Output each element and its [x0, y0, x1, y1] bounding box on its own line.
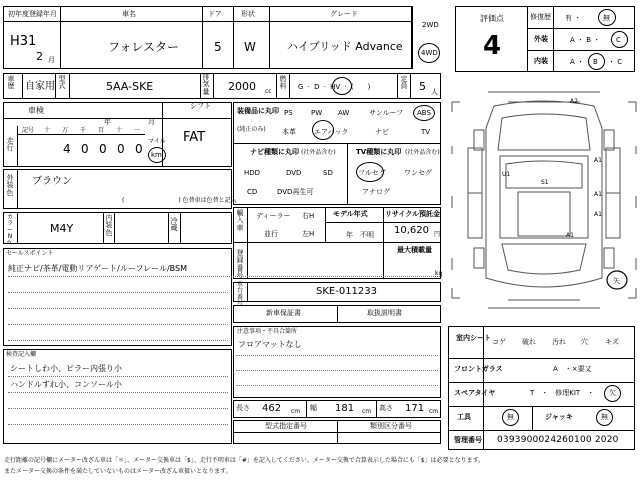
mileage-digit: 0: [99, 142, 107, 156]
interior-item-scratch: キズ: [605, 338, 619, 346]
interior-item-stain: 汚れ: [552, 338, 566, 346]
nav-dvd-play: DVD再生可: [277, 188, 314, 196]
equip-leather: 本革: [282, 128, 296, 136]
exterior-grade-label: 外装: [534, 35, 548, 43]
tv-analog: アナログ: [362, 188, 390, 196]
mileage-digit-header: 一: [134, 127, 141, 134]
height-value: 171: [405, 403, 425, 414]
mileage-digit: 0: [117, 142, 125, 156]
inspector-line-2: ハンドルすれ小、コンソール小: [10, 380, 122, 389]
new-car-warranty: 新車保証書: [266, 309, 301, 317]
import-right: 右H: [302, 212, 315, 220]
recycle-value: 10,620: [394, 225, 429, 236]
model-year-label: モデル年式: [333, 210, 368, 218]
tools-label: 工具: [457, 413, 471, 421]
interior-grade-options: A ・: [570, 58, 585, 66]
interior-item-hole: 穴: [581, 338, 588, 346]
equipment-label: 装備品に丸印: [237, 107, 279, 115]
notes-line-1: フロアマットなし: [238, 340, 302, 349]
damage-mark-s1: S1: [541, 179, 549, 186]
usage-label: 車歴: [7, 75, 15, 91]
model-designation-label: 型式指定番号: [265, 422, 307, 430]
grade-value: ハイブリッド Advance: [287, 40, 403, 53]
inspection-year-unit: 年: [104, 118, 111, 126]
color-no-value: M4Y: [50, 222, 74, 235]
model-year-value: 年 不明: [346, 231, 374, 239]
tv-type-sub: (社外品含む): [405, 149, 440, 156]
recall-label: 冷蔵: [170, 217, 178, 233]
chassis-value: SKE-011233: [316, 286, 378, 297]
mileage-digit: 4: [63, 142, 71, 156]
score-value: 4: [483, 31, 502, 61]
shape-label: 形状: [241, 10, 255, 18]
spare-tire-options: T ・ 修理KIT ・: [530, 389, 595, 397]
nav-sd: SD: [323, 169, 333, 177]
length-unit: cm: [291, 408, 301, 415]
repair-selected: 無: [603, 14, 610, 22]
exterior-color-value: ブラウン: [32, 176, 72, 187]
jack-label: ジャッキ: [545, 413, 573, 421]
repair-options: 有 ・: [565, 14, 582, 22]
tv-fullseg: フルセグ: [358, 169, 386, 177]
grade-label: グレード: [330, 10, 358, 18]
mileage-digit-header: 万: [62, 127, 69, 134]
equipment-sublabel: (純正のみ): [237, 126, 266, 133]
displacement-value: 2000: [228, 80, 256, 93]
capacity-unit: 人: [431, 88, 438, 96]
score-label: 評価点: [480, 14, 504, 23]
damage-mark-u1: U1: [502, 171, 511, 178]
length-value: 462: [262, 403, 282, 414]
interior-color-label: 内装色: [105, 214, 113, 237]
door-count: 5: [214, 40, 222, 54]
shift-value: FAT: [183, 130, 206, 145]
notes-box: [233, 326, 441, 398]
mileage-label: 走行: [6, 137, 14, 153]
month-unit: 月: [48, 56, 55, 64]
mileage-digit: 0: [81, 142, 89, 156]
model-label: 型式: [58, 75, 66, 91]
car-name: フォレスター: [108, 40, 180, 54]
height-unit: cm: [429, 408, 439, 415]
width-value: 181: [335, 403, 355, 414]
mileage-digit-header: 記号: [22, 127, 35, 134]
max-load-unit: kg: [435, 270, 443, 277]
damage-mark-a1-right-mid: A1: [594, 191, 602, 198]
exterior-grade-options: A ・ B ・: [570, 36, 601, 44]
exterior-color-note: ( ) 色替車は色替と記入: [122, 197, 237, 204]
exterior-grade-selected: C: [616, 36, 621, 44]
owner-manual: 取扱説明書: [367, 309, 402, 317]
capacity-value: 5: [419, 80, 426, 93]
drive-2wd: 2WD: [422, 21, 439, 29]
chassis-label: 車台番号: [236, 281, 243, 307]
equip-aw: AW: [338, 109, 350, 117]
mgmt-number-value: 0393900024260100 2020: [497, 435, 619, 445]
spare-tire-selected: 欠: [609, 389, 616, 397]
damage-mark-a1-right-rear: A1: [594, 211, 602, 218]
equip-tv: TV: [421, 128, 431, 136]
equip-abs: ABS: [417, 109, 431, 117]
mileage-digit: 0: [135, 142, 143, 156]
mileage-digit-header: 百: [98, 127, 105, 134]
import-dealer: ディーラー: [256, 212, 291, 220]
tv-type-label: TV種類に丸印: [356, 148, 402, 156]
inspector-line-1: シートしわ小、ピラー内張り小: [10, 364, 122, 373]
recycle-label: リサイクル預託金: [385, 210, 441, 218]
interior-grade-after: ・ C: [608, 58, 623, 66]
length-label: 長さ: [236, 404, 250, 412]
nav-cd: CD: [247, 188, 258, 196]
nav-hdd: HDD: [244, 169, 261, 177]
equip-ps: PS: [284, 109, 293, 117]
sales-points-line-1: 純正ナビ/茶革/電動リアゲート/ルーフレール/BSM: [8, 264, 187, 273]
usage-value: 自家用: [25, 81, 55, 92]
interior-grade-label: 内装: [534, 57, 548, 65]
exterior-color-label: 外装色: [6, 174, 14, 197]
mileage-digit-header: 千: [80, 127, 87, 134]
interior-item-burn: コゲ: [492, 338, 506, 346]
import-parallel: 並行: [264, 230, 278, 238]
interior-sheet-label: 室内シート: [456, 334, 491, 342]
mgmt-number-label: 管理番号: [454, 436, 482, 444]
car-name-label: 車名: [122, 10, 136, 18]
nav-type-label: ナビ種類に丸印: [250, 148, 299, 156]
damage-mark-a1-rear: A1: [566, 232, 574, 239]
equip-airbag: エアバック: [314, 128, 349, 136]
jack-selected: 無: [601, 413, 608, 421]
spare-arrow-mark: 矢: [613, 277, 620, 285]
capacity-label: 定員: [400, 75, 408, 91]
sales-points-box: [3, 248, 232, 346]
footer-note-2: またメーター交換の条件を満たしていないものはメーター改ざん車扱いとなります。: [4, 468, 232, 475]
fuel-label: 燃料: [279, 75, 287, 91]
width-unit: cm: [362, 408, 372, 415]
spare-tire-label: スペアタイヤ: [454, 389, 496, 397]
sales-points-label: セールスポイント: [6, 250, 54, 257]
nav-type-sub: (社外品含む): [301, 149, 336, 156]
km-unit: km: [151, 151, 162, 159]
equip-sunroof: サンルーフ: [369, 109, 404, 117]
body-shape: W: [244, 40, 256, 54]
tv-oneseg: ワンセグ: [404, 169, 432, 177]
mileage-digit-header: 十: [44, 127, 51, 134]
damage-mark-a2: A2: [570, 98, 578, 105]
footer-note-1: 走行距離の記号欄にメーター改ざん車は「＊」、メーター交換車は「$」、走行不明車は「#」を記入してください。メーター交換で合算表示した場合にも「$」は必要となります。: [4, 457, 485, 464]
import-label: 輸入車: [236, 209, 244, 232]
mileage-digit-header: 十: [116, 127, 123, 134]
inspection-label: 車検: [28, 106, 44, 115]
displacement-unit: cc: [265, 88, 272, 95]
nav-dvd: DVD: [286, 169, 302, 177]
mile-unit: マイル: [148, 138, 166, 145]
registration-label: 登録番号: [236, 249, 244, 280]
max-load-label: 最大積載量: [397, 246, 432, 254]
drive-4wd: 4WD: [421, 49, 438, 57]
interior-grade-selected: B: [593, 58, 598, 66]
interior-item-tear: 破れ: [522, 338, 536, 346]
windshield-label: フロントガラス: [454, 365, 503, 373]
door-label: ドア: [208, 10, 222, 18]
first-reg-label: 初年度登録年月: [8, 10, 57, 18]
fuel-options: G · D · HV · ( ): [298, 83, 371, 91]
displacement-label: 排気量: [202, 73, 210, 96]
first-reg-year: H31: [10, 34, 37, 49]
equip-navi: ナビ: [375, 128, 389, 136]
equip-pw: PW: [311, 109, 323, 117]
tools-selected: 無: [507, 413, 514, 421]
inspector-label: 検査記入欄: [6, 351, 37, 358]
inspection-month-unit: 月: [148, 118, 155, 126]
model-value: 5AA-SKE: [106, 80, 154, 93]
recycle-unit: 円: [434, 231, 441, 238]
height-label: 高さ: [379, 404, 393, 412]
damage-mark-a1-right-front: A1: [594, 157, 602, 164]
import-left: 左H: [302, 230, 315, 238]
color-no-label: カラーNo.: [6, 214, 13, 247]
width-label: 幅: [310, 404, 317, 412]
first-reg-month: 2: [36, 50, 43, 63]
shift-label: シフト: [190, 102, 211, 110]
notes-label: 注意事項・不具合箇所: [237, 328, 298, 335]
repair-label: 修復歴: [530, 13, 551, 21]
car-diagram: [448, 88, 640, 320]
fuel-selected-circle: [332, 77, 352, 95]
windshield-value: A ・×要又: [553, 365, 592, 373]
category-label: 類別区分番号: [370, 422, 412, 430]
color-code-box: [3, 212, 232, 247]
